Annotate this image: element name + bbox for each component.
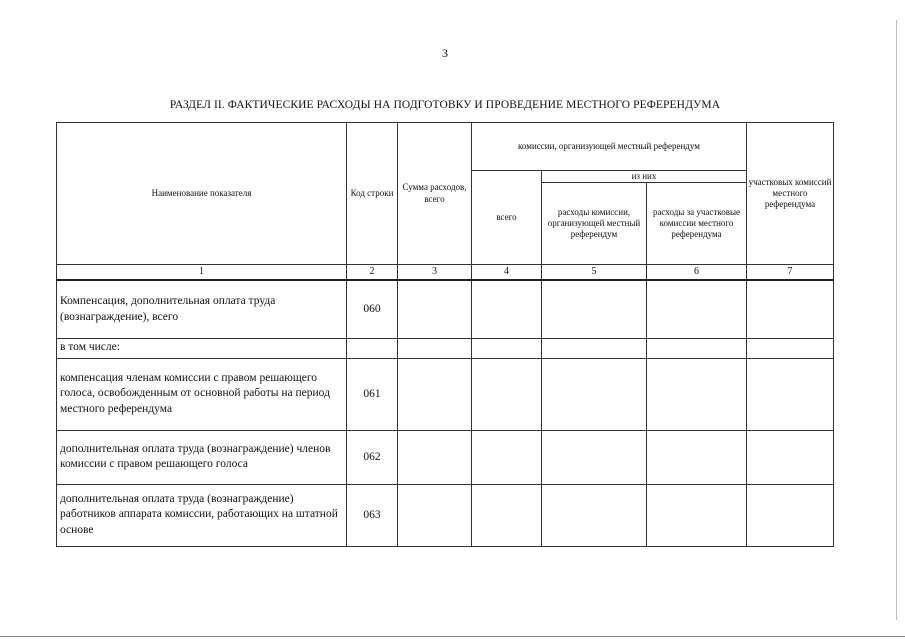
empty-cell: [472, 338, 542, 358]
column-number: 4: [472, 265, 542, 281]
table-row: [57, 338, 834, 358]
header-precinct-commissions: участковых комиссий местного референдума: [747, 123, 834, 265]
column-number: 5: [542, 265, 647, 281]
empty-cell: [747, 484, 834, 546]
scan-edge-line: [896, 20, 897, 620]
table-row: [57, 484, 834, 546]
row-label: компенсация членам комиссии с правом решающего голоса, освобожденным от основной работы на период местного референдума: [57, 358, 347, 430]
page-number: 3: [442, 46, 448, 60]
empty-cell: [398, 358, 472, 430]
empty-cell: [398, 280, 472, 338]
empty-cell: [647, 430, 747, 484]
row-code: 060: [347, 280, 398, 338]
row-label: дополнительная оплата труда (вознаграждение) работников аппарата комиссии, работающих на штатной основе: [57, 484, 347, 546]
empty-cell: [647, 280, 747, 338]
header-total-expenses: Сумма расходов, всего: [398, 123, 472, 265]
empty-cell: [647, 358, 747, 430]
empty-cell: [747, 280, 834, 338]
header-of-which: из них: [542, 171, 747, 183]
header-row-code: Код строки: [347, 123, 398, 265]
empty-cell: [747, 338, 834, 358]
empty-cell: [647, 338, 747, 358]
row-code: 061: [347, 358, 398, 430]
empty-cell: [542, 358, 647, 430]
empty-cell: [472, 430, 542, 484]
page-bottom-line: [0, 636, 905, 637]
column-number: 3: [398, 265, 472, 281]
table-row: [57, 358, 834, 430]
empty-cell: [472, 358, 542, 430]
empty-cell: [472, 280, 542, 338]
empty-cell: [542, 484, 647, 546]
empty-cell: [472, 484, 542, 546]
header-precinct-expenses: расходы за участковые комиссии местного референдума: [647, 183, 747, 265]
column-number: 2: [347, 265, 398, 281]
empty-cell: [542, 430, 647, 484]
header-indicator-name: Наименование показателя: [57, 123, 347, 265]
column-number: 6: [647, 265, 747, 281]
header-total: всего: [472, 171, 542, 265]
table-row: [57, 280, 834, 338]
empty-cell: [398, 484, 472, 546]
section-title: РАЗДЕЛ II. ФАКТИЧЕСКИЕ РАСХОДЫ НА ПОДГОТОВКУ И ПРОВЕДЕНИЕ МЕСТНОГО РЕФЕРЕНДУМА: [169, 99, 721, 111]
empty-cell: [747, 358, 834, 430]
header-organizing-commission: комиссии, организующей местный референдум: [472, 123, 747, 171]
header-commission-expenses: расходы комиссии, организующей местный референдум: [542, 183, 647, 265]
row-code: 062: [347, 430, 398, 484]
row-code: [347, 338, 398, 358]
empty-cell: [398, 338, 472, 358]
row-label: в том числе:: [57, 338, 347, 358]
row-label: дополнительная оплата труда (вознаграждение) членов комиссии с правом решающего голоса: [57, 430, 347, 484]
empty-cell: [647, 484, 747, 546]
expenses-table: [56, 122, 834, 547]
row-label: Компенсация, дополнительная оплата труда (вознаграждение), всего: [57, 280, 347, 338]
column-number: 1: [57, 265, 347, 281]
empty-cell: [542, 280, 647, 338]
empty-cell: [542, 338, 647, 358]
table-row: [57, 430, 834, 484]
empty-cell: [398, 430, 472, 484]
row-code: 063: [347, 484, 398, 546]
empty-cell: [747, 430, 834, 484]
column-number: 7: [747, 265, 834, 281]
